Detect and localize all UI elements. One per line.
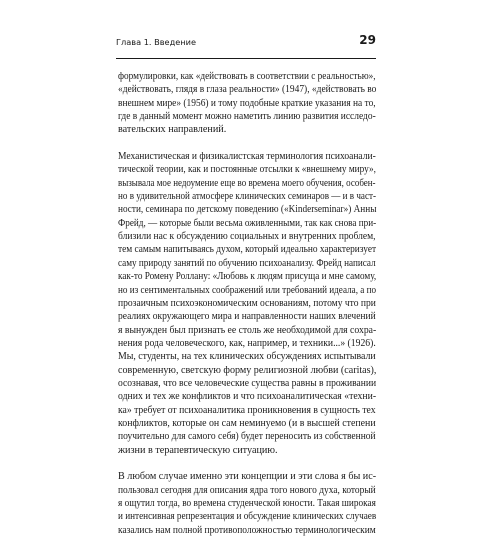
text-line: пользовал сегодня для описания ядра того нового духа, который <box>118 484 376 496</box>
text-line: ности, семинара по детскому поведению («Kinderseminar») Анны <box>118 204 377 216</box>
text-line: осознавая, что все человеческие существа равны в проживании <box>118 377 377 389</box>
text-line: современную, светскую форму религиозной любви (caritas), <box>118 364 377 376</box>
text-line: я вынужден был признать ее столь же необходимой для сохра- <box>118 324 377 336</box>
text-line: вательских направлений. <box>118 124 227 136</box>
paragraph <box>118 150 376 457</box>
paragraph-gap <box>118 457 376 470</box>
text-line: но в удивительной атмосфере клинических семинаров — и в част- <box>118 191 377 203</box>
paragraph-gap <box>118 137 376 150</box>
text-line: нения рода человеческого, как, например, и техники...» (1926). <box>118 337 376 349</box>
text-line: ка» требует от психоаналитика проникновения в сущность тех <box>118 404 376 416</box>
text-line: внешнем мире» (1956) и тому подобные краткие указания на то, <box>118 97 376 109</box>
text-line: В любом случае именно эти концепции и эти слова я бы ис- <box>118 471 377 483</box>
paragraph <box>118 70 376 137</box>
paragraph <box>118 470 376 537</box>
page-number: 29 <box>359 33 376 47</box>
text-line: одних и тех же конфликтов и что психоаналитическая «техни- <box>118 391 377 403</box>
text-line: жизни в терапевтическую ситуацию. <box>118 444 278 456</box>
running-header <box>116 33 376 59</box>
text-line: как-то Ромену Роллану: «Любовь к людям присуща и мне самому, <box>118 271 377 283</box>
text-line: Фрейд, — которые были весьма оживленными, так как снова при- <box>118 217 377 229</box>
text-line: тем самым напитываясь духом, который идеально характеризует <box>118 244 377 256</box>
chapter-title: Глава 1. Введение <box>116 37 196 47</box>
text-line: и интенсивная репрезентация и обсуждение клинических случаев <box>118 511 377 523</box>
text-line: поучительно для самого себя) будет переносить из собственной <box>118 431 376 443</box>
text-line: вызывала мое недоумение еще во времена моего обучения, особен- <box>118 177 376 189</box>
text-line: казались нам полной противоположностью терминологическим <box>118 524 376 536</box>
text-line: я ощутил тогда, во времена студенческой юности. Такая широкая <box>118 498 376 509</box>
body-text <box>118 70 376 537</box>
text-line: близили нас к обсуждению социальных и внутренних проблем, <box>118 231 376 243</box>
text-line: реалиях окружающего мира и направленности наших влечений <box>118 311 376 323</box>
text-line: но из сентиментальных соображений или требований идеала, а по <box>118 284 377 296</box>
text-line: прозаичным психоэкономическим основаниям, потому что при <box>118 297 376 309</box>
text-line: Механистическая и физикалистская терминология психоанали- <box>118 151 376 163</box>
text-line: саму природу занятий по обучению психоанализу. Фрейд написал <box>118 257 376 269</box>
text-line: формулировки, как «действовать в соответствии с реальностью», <box>118 71 376 82</box>
text-line: где в данный момент можно наметить линию развития исследо- <box>118 111 376 123</box>
text-line: Мы, студенты, на тех клинических обсуждениях испытывали <box>118 351 376 363</box>
text-line: тической теории, как и постоянные отсылки к «внешнему миру», <box>118 164 376 176</box>
text-line: конфликтов, которые он сам неминуемо (и в высшей степени <box>118 417 376 429</box>
text-line: «действовать, глядя в глаза реальности» (1947), «действовать во <box>118 84 377 96</box>
